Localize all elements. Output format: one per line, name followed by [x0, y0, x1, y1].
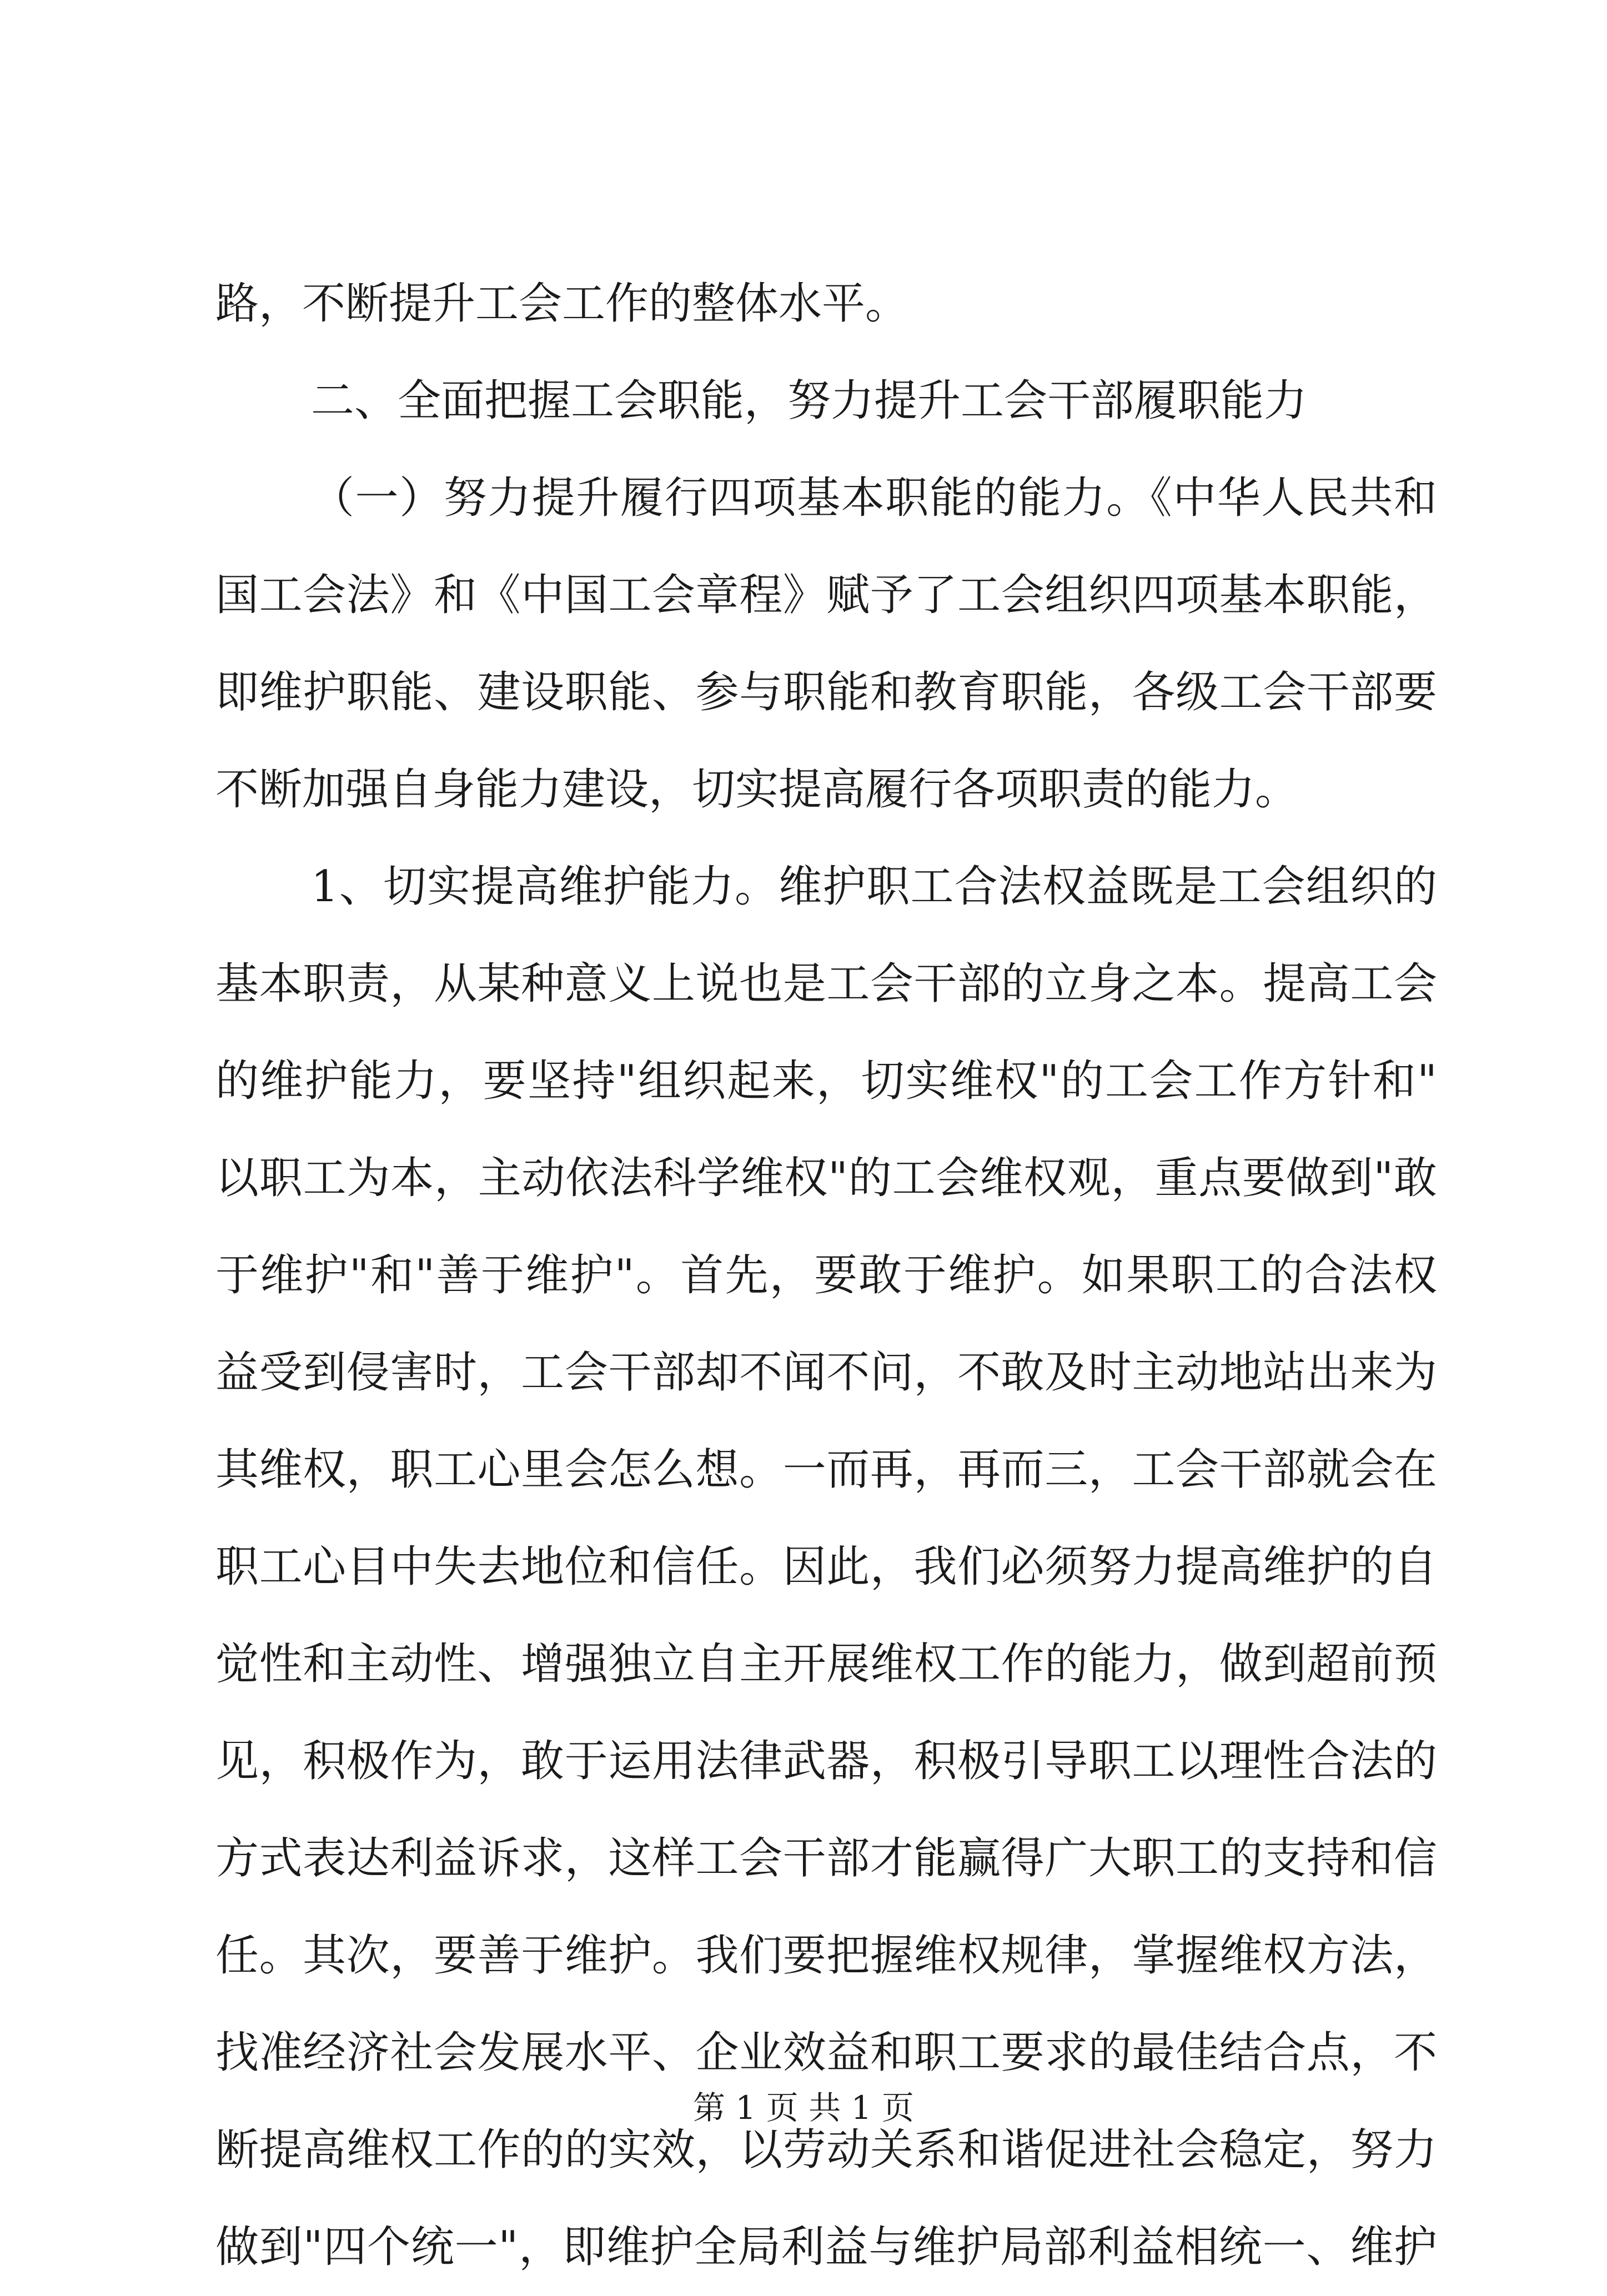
text-line: 断提高维权工作的的实效，以劳动关系和谐促进社会稳定，努力	[215, 2125, 1437, 2175]
section-heading: 二、全面把握工会职能，努力提升工会干部履职能力	[311, 376, 1308, 426]
text-line: 觉性和主动性、增强独立自主开展维权工作的能力，做到超前预	[215, 1639, 1437, 1689]
text-line: 路，不断提升工会工作的整体水平。	[215, 279, 909, 329]
text-line: 即维护职能、建设职能、参与职能和教育职能，各级工会干部要	[215, 667, 1437, 717]
text-line: 做到"四个统一"，即维护全局利益与维护局部利益相统一、维护	[215, 2222, 1437, 2272]
paragraph-start-line: 1、切实提高维护能力。维护职工合法权益既是工会组织的	[311, 862, 1437, 912]
subsection-line: （一）努力提升履行四项基本职能的能力。《中华人民共和	[311, 473, 1437, 523]
document-body	[215, 255, 1437, 2296]
text-line: 基本职责，从某种意义上说也是工会干部的立身之本。提高工会	[215, 959, 1437, 1009]
text-line: 找准经济社会发展水平、企业效益和职工要求的最佳结合点，不	[215, 2028, 1437, 2078]
text-line: 以职工为本，主动依法科学维权"的工会维权观，重点要做到"敢	[215, 1153, 1437, 1203]
text-line: 于维护"和"善于维护"。首先，要敢于维护。如果职工的合法权	[215, 1250, 1437, 1300]
page-number-footer: 第 1 页 共 1 页	[693, 2089, 914, 2127]
text-line: 国工会法》和《中国工会章程》赋予了工会组织四项基本职能，	[215, 570, 1437, 620]
text-line: 不断加强自身能力建设，切实提高履行各项职责的能力。	[215, 765, 1299, 815]
text-line: 其维权，职工心里会怎么想。一而再，再而三，工会干部就会在	[215, 1445, 1437, 1495]
text-line: 方式表达利益诉求，这样工会干部才能赢得广大职工的支持和信	[215, 1833, 1437, 1883]
text-line: 的维护能力，要坚持"组织起来，切实维权"的工会工作方针和"	[215, 1056, 1437, 1106]
text-line: 职工心目中失去地位和信任。因此，我们必须努力提高维护的自	[215, 1542, 1437, 1592]
text-line: 益受到侵害时，工会干部却不闻不问，不敢及时主动地站出来为	[215, 1348, 1437, 1398]
text-line: 见，积极作为，敢于运用法律武器，积极引导职工以理性合法的	[215, 1736, 1437, 1786]
text-line: 任。其次，要善于维护。我们要把握维权规律，掌握维权方法，	[215, 1931, 1437, 1981]
